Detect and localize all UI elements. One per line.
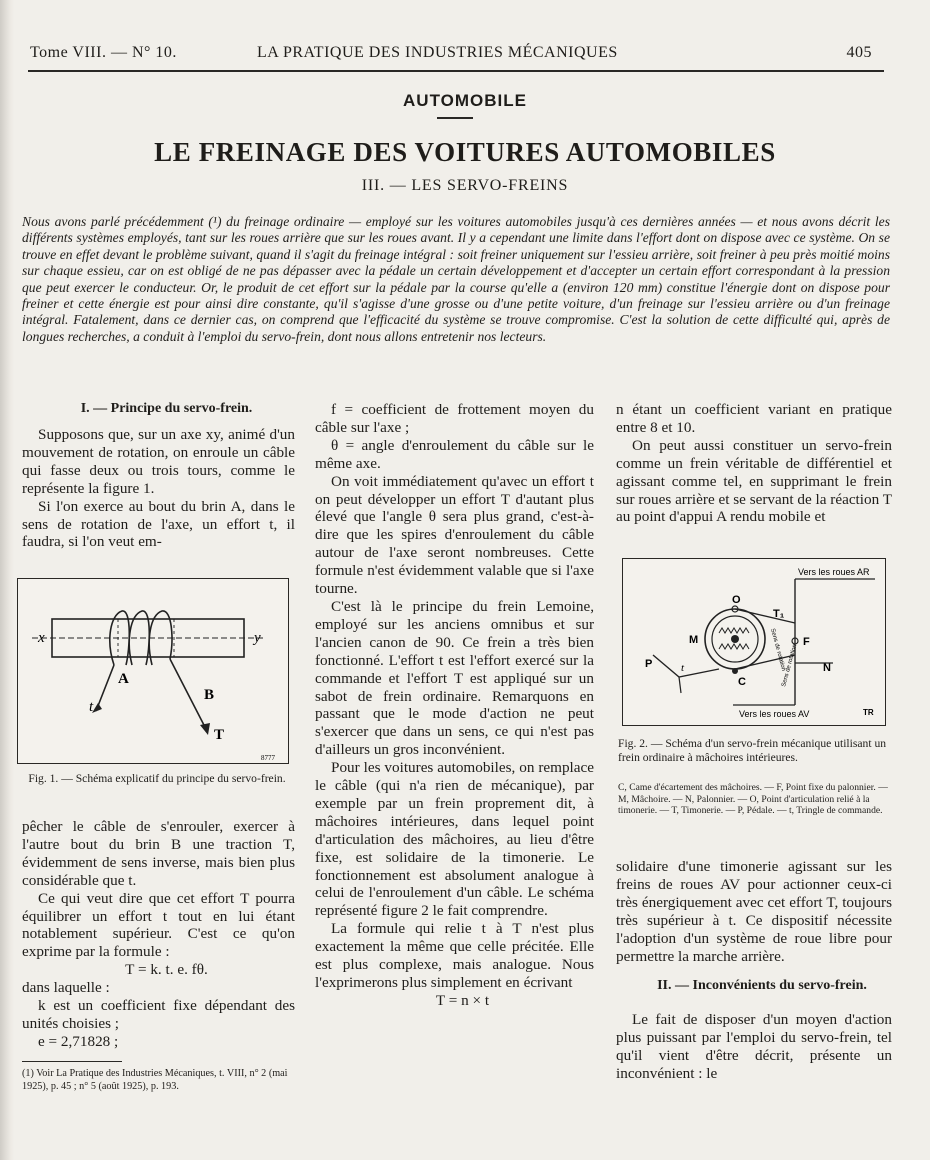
label-f: F bbox=[803, 636, 810, 648]
label-t-small: t bbox=[681, 662, 685, 674]
figure-2-legend: C, Came d'écartement des mâchoires. — F, Point fixe du palonnier. — M, Mâchoire. — N, Palonnier. — O, Point d'articulation relié à la timonerie. — T, Timonerie. — P, Pédale. — t, Tringle de commande. bbox=[618, 782, 888, 817]
label-n: N bbox=[823, 662, 831, 674]
paragraph: n étant un coefficient variant en pratique entre 8 et 10. bbox=[616, 401, 892, 436]
formula: T = n × t bbox=[435, 991, 490, 1009]
paragraph: dans laquelle : bbox=[22, 979, 110, 997]
paragraph: k est un coefficient fixe dépendant des unités choisies ; bbox=[22, 997, 295, 1032]
pedal-stem bbox=[679, 677, 681, 693]
label-rotation-sense: Sens de rotation bbox=[781, 643, 799, 688]
section-label: AUTOMOBILE bbox=[403, 91, 527, 110]
strand-b bbox=[170, 659, 206, 729]
label-rotation-sense: Sens de rotation bbox=[769, 627, 787, 672]
paragraph: f = coefficient de frottement moyen du câble sur l'axe ; bbox=[315, 401, 594, 436]
header-journal-title: LA PRATIQUE DES INDUSTRIES MÉCANIQUES bbox=[257, 44, 618, 61]
column-3-bottom bbox=[616, 858, 892, 1083]
label-t1: T₁ bbox=[773, 608, 785, 620]
section-heading-2: II. — Inconvénients du servo-frein. bbox=[657, 978, 867, 994]
label-t: t bbox=[89, 699, 94, 715]
column-1-top bbox=[22, 400, 295, 551]
formula: T = k. t. e. fθ. bbox=[125, 961, 208, 979]
label-m: M bbox=[689, 634, 699, 646]
strand-b-arrow bbox=[200, 723, 210, 735]
article-title: LE FREINAGE DES VOITURES AUTOMOBILES bbox=[154, 137, 776, 167]
figure-2-drawing bbox=[623, 559, 885, 725]
paragraph: Ce qui veut dire que cet effort T pourra équilibrer un effort t tout en lui étant notablement supérieur. C'est ce qu'on exprime par la formule : bbox=[22, 889, 295, 961]
cam-c bbox=[732, 668, 738, 674]
hub bbox=[731, 635, 739, 643]
column-3-top bbox=[616, 401, 892, 526]
paragraph: Le fait de disposer d'un moyen d'action plus puissant par l'emploi du servo-frein, tel qu'il vient d'être décrit, présente un inconvénient : le bbox=[616, 1011, 892, 1083]
running-header bbox=[30, 42, 872, 68]
article-subtitle: III. — LES SERVO-FREINS bbox=[361, 177, 569, 194]
label-a: A bbox=[118, 671, 129, 687]
paragraph: C'est là le principe du frein Lemoine, employé sur les anciens omnibus et sur l'ancien canon de 90. Ce frein a très bien fonctionné. L'effort t est l'effort exercé sur la commande et l'effort T est appliqué sur un sabot de frein ordinaire. Remarquons en passant que le mode d'action ne peut s'exercer que dans un sens, ce qui n'est pas d'ailleurs un gros inconvénient. bbox=[315, 597, 594, 759]
figure-2 bbox=[622, 558, 886, 726]
paragraph: e = 2,71828 ; bbox=[38, 1032, 119, 1050]
footnote: (1) Voir La Pratique des Industries Mécaniques, t. VIII, n° 2 (mai 1925), p. 45 ; n° 5 (août 1925), p. 193. bbox=[22, 1068, 288, 1092]
paragraph: θ = angle d'enroulement du câble sur le même axe. bbox=[315, 436, 594, 472]
intro-paragraph: Nous avons parlé précédemment (¹) du freinage ordinaire — employé sur les voitures automobiles jusqu'à ces dernières années — et nous avons décrit les différents systèmes employés, tant sur les roues arrière que sur les roues avant. Il y a cependant une limite dans l'effort dont on dispose avec ce système. On se trouve en effet devant le problème suivant, quand il s'agit du freinage intégral : soit freiner uniquement sur l'essieu arrière, soit freiner à peu près moitié moins sur chaque essieu, car on est obligé de ne pas dépasser avec la pédale un certain développement et d'accepter un certain effort correspondant à la pression que peut exercer le conducteur. Or, le produit de cet effort sur la pédale par la course qu'elle a (environ 120 mm) constitue l'énergie dont on dispose pour freiner et cette énergie est pour ainsi dire constante, qu'il s'agisse d'une grosse ou d'une petite voiture, d'un freinage sur l'essieu arrière ou d'un freinage intégral. Fatalement, dans ce dernier cas, on comprend que l'efficacité du système se trouve compromise. C'est la solution de cette difficulté qui, après de longues recherches, a conduit à l'emploi du servo-frein, dont nous allons entretenir nos lecteurs. bbox=[22, 214, 890, 344]
column-1-bottom bbox=[22, 818, 295, 1051]
figure-mark: 8777 bbox=[261, 754, 275, 762]
label-x: x bbox=[38, 630, 45, 646]
paragraph: solidaire d'une timonerie agissant sur les freins de roues AV pour actionner ceux-ci très énergiquement avec cet effort T, toujours très supérieur à t. Ce dispositif nécessite l'adoption d'un système de roue libre pour permettre la marche arrière. bbox=[616, 858, 892, 965]
paragraph: Supposons que, sur un axe xy, animé d'un mouvement de rotation, on enroule un câble qui fasse deux ou trois tours, comme le représente la figure 1. bbox=[22, 426, 295, 497]
label-y: y bbox=[254, 630, 261, 646]
figure-2-caption: Fig. 2. — Schéma d'un servo-frein mécanique utilisant un frein ordinaire à mâchoires intérieures. bbox=[618, 737, 887, 764]
figure-mark: TR bbox=[863, 708, 874, 717]
paragraph: On voit immédiatement qu'avec un effort t on peut développer un effort T d'autant plus élevé que l'angle θ sera plus grand, c'est-à-dire que les spires d'enroulement du câble autour de l'axe seront nombreuses. Cette formule n'est évidemment valable que si l'axe tourne. bbox=[315, 472, 594, 598]
header-page-number: 405 bbox=[846, 44, 872, 61]
section-heading-1: I. — Principe du servo-frein. bbox=[80, 401, 253, 416]
header-volume: Tome VIII. — N° 10. bbox=[30, 44, 177, 61]
label-p: P bbox=[645, 658, 653, 670]
paragraph: La formule qui relie t à T n'est plus exactement la même que celle précitée. Elle est plus complexe, mais analogue. Nous l'exprimerons plus simplement en écrivant bbox=[315, 920, 594, 991]
link-o bbox=[735, 609, 795, 623]
paragraph: Si l'on exerce au bout du brin A, dans le sens de rotation de l'axe, un effort t, il faudra, si l'on veut em- bbox=[22, 497, 295, 551]
header-rule bbox=[28, 70, 884, 72]
page-spine-shadow bbox=[0, 0, 14, 1160]
label-T: T bbox=[214, 727, 225, 743]
label-b: B bbox=[204, 687, 215, 703]
paragraph: pêcher le câble de s'enrouler, exercer à l'autre bout du brin B une traction T, évidemment de sens inverse, mais bien plus considérable que t. bbox=[22, 818, 295, 889]
column-2 bbox=[315, 401, 594, 1010]
label-to-front-wheels: Vers les roues AV bbox=[739, 709, 810, 719]
pedal-linkage bbox=[653, 655, 719, 677]
paragraph: Pour les voitures automobiles, on remplace le câble (qui n'a rien de mécanique), par exemple par un frein proprement dit, à mâchoires intérieures, dans lequel point d'articulation des mâchoires, au lieu d'être fixe, est solidaire de la timonerie. Le fonctionnement est absolument analogue à celui de l'enroulement d'un câble. Le schéma représenté figure 2 le fait comprendre. bbox=[315, 759, 594, 920]
spring bbox=[719, 644, 749, 649]
spring bbox=[719, 628, 749, 633]
label-to-rear-wheels: Vers les roues AR bbox=[798, 567, 870, 577]
label-c: C bbox=[738, 676, 746, 688]
figure-1 bbox=[17, 578, 289, 764]
strand-a-arrow bbox=[92, 703, 102, 713]
figure-1-caption: Fig. 1. — Schéma explicatif du principe du servo-frein. bbox=[28, 772, 286, 785]
footnote-rule bbox=[22, 1061, 122, 1062]
section-rule bbox=[437, 117, 473, 119]
label-o: O bbox=[732, 594, 741, 606]
figure-1-drawing bbox=[18, 579, 288, 763]
paragraph: On peut aussi constituer un servo-frein comme un frein véritable de différentiel et agissant comme tel, en supprimant le frein sur roues arrière et se servant de la réaction T au point d'appui A rendu mobile et bbox=[616, 436, 892, 526]
